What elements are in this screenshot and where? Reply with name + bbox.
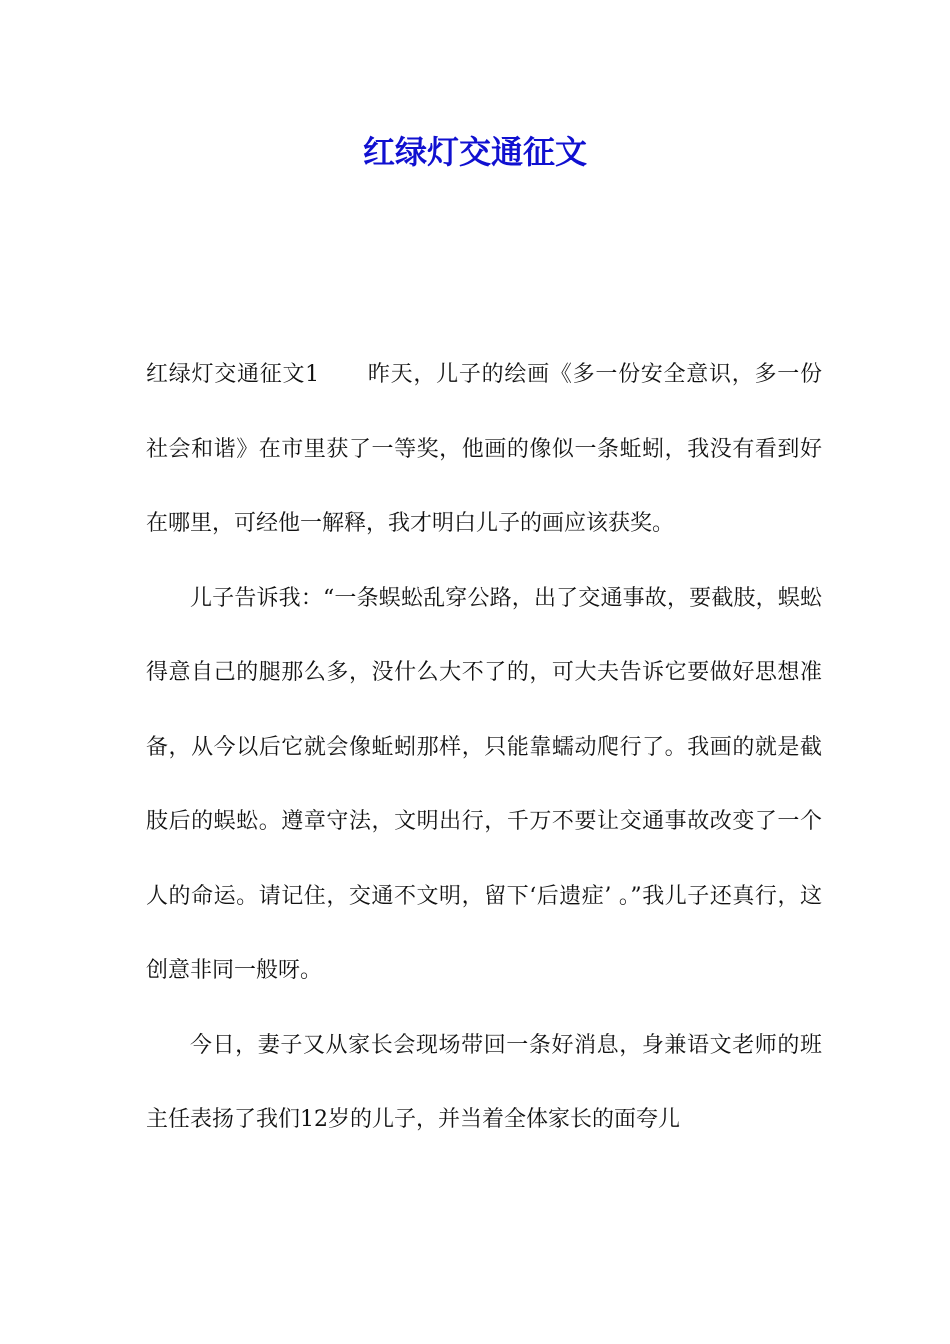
- paragraph-2: 儿子告诉我：“一条蜈蚣乱穿公路，出了交通事故，要截肢，蜈蚣得意自己的腿那么多，没什么大不了的，可大夫告诉它要做好思想准备，从今以后它就会像蚯蚓那样，只能靠蠕动爬行了。我画的就是截肢后的蜈蚣。遵章守法，文明出行，千万不要让交通事故改变了一个人的命运。请记住，交通不文明，留下‘后遗症’ 。”我儿子还真行，这创意非同一般呀。: [146, 585, 822, 983]
- paragraph-1: [146, 338, 822, 562]
- paragraph-3: 今日，妻子又从家长会现场带回一条好消息，身兼语文老师的班主任表扬了我们12岁的儿子，并当着全体家长的面夸儿: [146, 1032, 822, 1132]
- essay-heading: 红绿灯交通征文1: [146, 362, 320, 387]
- document-title: 红绿灯交通征文: [362, 133, 587, 171]
- paragraph-1-text: 昨天，儿子的绘画《多一份安全意识，多一份社会和谐》在市里获了一等奖，他画的像似一条蚯蚓，我没有看到好在哪里，可经他一解释，我才明白儿子的画应该获奖。: [146, 362, 822, 536]
- document-body: [146, 338, 822, 1158]
